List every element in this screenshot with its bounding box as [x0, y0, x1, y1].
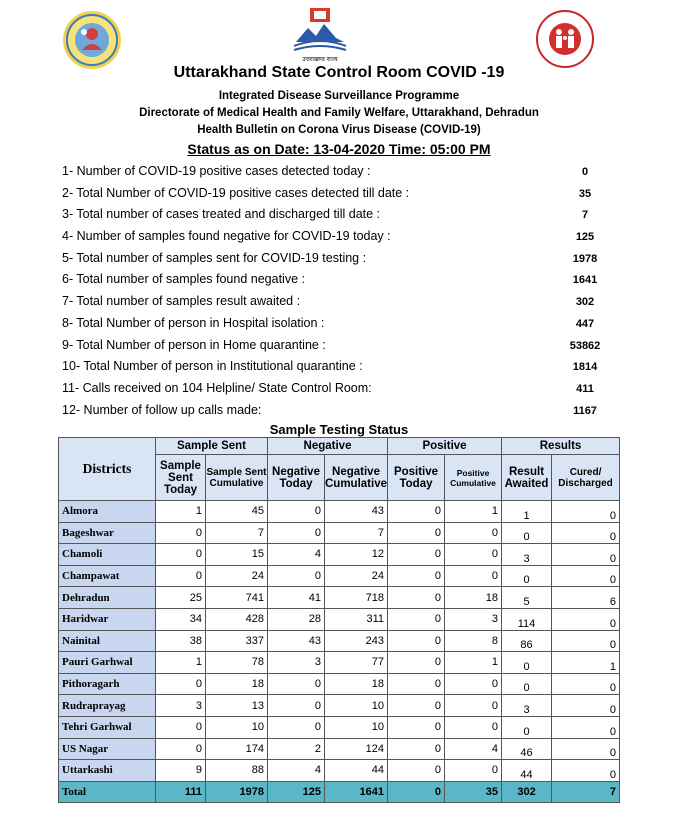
- cell: 0: [156, 716, 206, 738]
- table-row: [59, 673, 620, 695]
- cell: 0: [388, 695, 445, 717]
- cell: 0: [445, 760, 502, 782]
- district-name: Haridwar: [59, 608, 156, 630]
- positive-today-header: Positive Today: [388, 455, 445, 501]
- table-row: [59, 565, 620, 587]
- summary-row: [62, 381, 622, 403]
- cell: 0: [156, 565, 206, 587]
- total-cell: 1641: [325, 781, 388, 803]
- cell: 0: [388, 738, 445, 760]
- cell: 4: [268, 760, 325, 782]
- district-name: Rudraprayag: [59, 695, 156, 717]
- cell: 10: [325, 695, 388, 717]
- cell: 114: [502, 608, 552, 630]
- cell: 0: [552, 673, 620, 695]
- cell: 0: [388, 652, 445, 674]
- bulletin-subtitle: Health Bulletin on Corona Virus Disease (COVID-19): [197, 124, 481, 136]
- summary-label: 4- Number of samples found negative for COVID-19 today :: [62, 229, 391, 244]
- table-row: [59, 587, 620, 609]
- cell: 9: [156, 760, 206, 782]
- cell: 0: [268, 522, 325, 544]
- positive-cumulative-header: Positive Cumulative: [445, 455, 502, 501]
- negative-header: Negative: [268, 438, 388, 455]
- cell: 0: [552, 608, 620, 630]
- cell: 124: [325, 738, 388, 760]
- table-row: [59, 522, 620, 544]
- total-cell: 0: [388, 781, 445, 803]
- programme-name: Integrated Disease Surveillance Programme: [218, 90, 460, 102]
- cell: 741: [206, 587, 268, 609]
- cell: 10: [206, 716, 268, 738]
- cell: 0: [388, 608, 445, 630]
- cell: 337: [206, 630, 268, 652]
- total-row: [59, 781, 620, 803]
- cell: 0: [388, 544, 445, 566]
- sample-today-header: Sample Sent Today: [156, 455, 206, 501]
- cell: 0: [445, 716, 502, 738]
- summary-list: [62, 164, 622, 424]
- summary-value: 302: [575, 296, 595, 309]
- cell: 43: [325, 501, 388, 523]
- district-name: Nainital: [59, 630, 156, 652]
- district-name: US Nagar: [59, 738, 156, 760]
- summary-row: [62, 164, 622, 186]
- cell: 0: [388, 630, 445, 652]
- summary-label: 2- Total Number of COVID-19 positive cases detected till date :: [62, 185, 410, 200]
- results-header: Results: [502, 438, 620, 455]
- district-name: Uttarkashi: [59, 760, 156, 782]
- cell: 10: [325, 716, 388, 738]
- cell: 0: [502, 716, 552, 738]
- cured-discharged-header: Cured/ Discharged: [552, 455, 620, 501]
- summary-value: 447: [575, 317, 595, 330]
- cell: 34: [156, 608, 206, 630]
- summary-row: [62, 359, 622, 381]
- table-row: [59, 760, 620, 782]
- summary-row: [62, 294, 622, 316]
- summary-value: 35: [578, 187, 592, 200]
- summary-label: 3- Total number of cases treated and discharged till date :: [62, 207, 381, 222]
- cell: 0: [552, 630, 620, 652]
- positive-header: Positive: [388, 438, 502, 455]
- table-row: [59, 652, 620, 674]
- cell: 0: [388, 760, 445, 782]
- cell: 0: [445, 565, 502, 587]
- summary-value: 7: [581, 209, 589, 222]
- cell: 6: [552, 587, 620, 609]
- summary-value: 411: [576, 382, 594, 395]
- cell: 0: [552, 522, 620, 544]
- cell: 0: [156, 544, 206, 566]
- cell: 0: [502, 652, 552, 674]
- cell: 0: [552, 565, 620, 587]
- summary-row: [62, 251, 622, 273]
- total-cell: 7: [552, 781, 620, 803]
- cell: 0: [268, 695, 325, 717]
- cell: 24: [325, 565, 388, 587]
- cell: 0: [502, 565, 552, 587]
- summary-label: 8- Total Number of person in Hospital isolation :: [62, 315, 325, 330]
- cell: 0: [156, 522, 206, 544]
- cell: 0: [388, 587, 445, 609]
- cell: 0: [502, 522, 552, 544]
- cell: 3: [445, 608, 502, 630]
- summary-value: 53862: [569, 339, 601, 352]
- summary-label: 7- Total number of samples result awaited :: [62, 294, 301, 309]
- cell: 1: [445, 501, 502, 523]
- total-cell: 111: [156, 781, 206, 803]
- cell: 0: [552, 760, 620, 782]
- cell: 18: [325, 673, 388, 695]
- cell: 7: [325, 522, 388, 544]
- cell: 0: [552, 738, 620, 760]
- summary-row: [62, 229, 622, 251]
- cell: 3: [268, 652, 325, 674]
- cell: 28: [268, 608, 325, 630]
- cell: 7: [206, 522, 268, 544]
- district-name: Tehri Garhwal: [59, 716, 156, 738]
- cell: 44: [502, 760, 552, 782]
- summary-label: 11- Calls received on 104 Helpline/ State Control Room:: [62, 380, 372, 395]
- summary-row: [62, 186, 622, 208]
- cell: 12: [325, 544, 388, 566]
- cell: 0: [156, 738, 206, 760]
- total-cell: 125: [268, 781, 325, 803]
- cell: 0: [552, 501, 620, 523]
- total-cell: 302: [502, 781, 552, 803]
- district-name: Champawat: [59, 565, 156, 587]
- cell: 0: [268, 501, 325, 523]
- cell: 0: [388, 522, 445, 544]
- cell: 0: [445, 522, 502, 544]
- cell: 25: [156, 587, 206, 609]
- cell: 311: [325, 608, 388, 630]
- cell: 77: [325, 652, 388, 674]
- cell: 78: [206, 652, 268, 674]
- total-label: Total: [59, 781, 156, 803]
- summary-value: 1167: [573, 404, 597, 417]
- cell: 0: [445, 544, 502, 566]
- cell: 4: [445, 738, 502, 760]
- cell: 0: [388, 673, 445, 695]
- cell: 38: [156, 630, 206, 652]
- table-title: Sample Testing Status: [269, 422, 409, 437]
- cell: 0: [552, 716, 620, 738]
- state-health-logo: [62, 10, 122, 70]
- result-awaited-header: Result Awaited: [502, 455, 552, 501]
- bulletin-title: Uttarakhand State Control Room COVID -19: [173, 64, 505, 81]
- summary-value: 0: [581, 166, 589, 178]
- summary-label: 9- Total Number of person in Home quarantine :: [62, 337, 326, 352]
- summary-label: 12- Number of follow up calls made:: [62, 402, 262, 417]
- cell: 174: [206, 738, 268, 760]
- cell: 8: [445, 630, 502, 652]
- cell: 718: [325, 587, 388, 609]
- cell: 0: [502, 673, 552, 695]
- cell: 18: [445, 587, 502, 609]
- cell: 1: [502, 501, 552, 523]
- summary-row: [62, 316, 622, 338]
- districts-header: Districts: [59, 438, 156, 501]
- cell: 0: [388, 716, 445, 738]
- summary-value: 1641: [572, 274, 598, 287]
- cell: 24: [206, 565, 268, 587]
- summary-value: 1814: [572, 361, 598, 374]
- total-cell: 1978: [206, 781, 268, 803]
- cell: 428: [206, 608, 268, 630]
- summary-row: [62, 338, 622, 360]
- table-row: [59, 608, 620, 630]
- summary-row: [62, 207, 622, 229]
- cell: 15: [206, 544, 268, 566]
- sample-sent-header: Sample Sent: [156, 438, 268, 455]
- table-row: [59, 630, 620, 652]
- cell: 3: [502, 544, 552, 566]
- cell: 0: [388, 501, 445, 523]
- cell: 41: [268, 587, 325, 609]
- cell: 0: [552, 695, 620, 717]
- cell: 3: [502, 695, 552, 717]
- summary-value: 1978: [572, 252, 598, 265]
- nhm-logo: [532, 8, 598, 70]
- status-date-time: Status as on Date: 13-04-2020 Time: 05:00 PM: [187, 141, 491, 157]
- cell: 86: [502, 630, 552, 652]
- cell: 5: [502, 587, 552, 609]
- summary-row: [62, 272, 622, 294]
- summary-label: 1- Number of COVID-19 positive cases detected today :: [62, 164, 371, 178]
- district-name: Almora: [59, 501, 156, 523]
- cell: 0: [268, 716, 325, 738]
- cell: 13: [206, 695, 268, 717]
- cell: 0: [445, 695, 502, 717]
- sample-cumulative-header: Sample Sent Cumulative: [206, 455, 268, 501]
- table-row: [59, 738, 620, 760]
- cell: 0: [268, 673, 325, 695]
- uttarakhand-emblem: [290, 6, 350, 64]
- summary-label: 5- Total number of samples sent for COVID-19 testing :: [62, 250, 367, 265]
- cell: 44: [325, 760, 388, 782]
- district-name: Dehradun: [59, 587, 156, 609]
- directorate-name: Directorate of Medical Health and Family Welfare, Uttarakhand, Dehradun: [139, 107, 539, 119]
- emblem-caption: उत्तराखण्ड राज्य: [302, 56, 338, 63]
- cell: 46: [502, 738, 552, 760]
- table-row: [59, 544, 620, 566]
- summary-label: 10- Total Number of person in Institutional quarantine :: [62, 359, 363, 374]
- cell: 43: [268, 630, 325, 652]
- district-name: Chamoli: [59, 544, 156, 566]
- cell: 1: [445, 652, 502, 674]
- cell: 1: [552, 652, 620, 674]
- summary-label: 6- Total number of samples found negative :: [62, 272, 305, 287]
- cell: 2: [268, 738, 325, 760]
- summary-row: [62, 403, 622, 425]
- cell: 0: [156, 673, 206, 695]
- table-row: [59, 501, 620, 523]
- negative-today-header: Negative Today: [268, 455, 325, 501]
- cell: 1: [156, 652, 206, 674]
- table-row: [59, 695, 620, 717]
- cell: 0: [268, 565, 325, 587]
- cell: 0: [388, 565, 445, 587]
- district-name: Pithoragarh: [59, 673, 156, 695]
- cell: 45: [206, 501, 268, 523]
- cell: 1: [156, 501, 206, 523]
- cell: 18: [206, 673, 268, 695]
- table-group-header: [59, 438, 620, 455]
- cell: 243: [325, 630, 388, 652]
- cell: 0: [552, 544, 620, 566]
- table-row: [59, 716, 620, 738]
- cell: 3: [156, 695, 206, 717]
- district-name: Pauri Garhwal: [59, 652, 156, 674]
- summary-value: 125: [575, 231, 595, 244]
- cell: 4: [268, 544, 325, 566]
- district-name: Bageshwar: [59, 522, 156, 544]
- cell: 0: [445, 673, 502, 695]
- cell: 88: [206, 760, 268, 782]
- negative-cumulative-header: Negative Cumulative: [325, 455, 388, 501]
- total-cell: 35: [445, 781, 502, 803]
- sample-testing-table: [58, 437, 620, 803]
